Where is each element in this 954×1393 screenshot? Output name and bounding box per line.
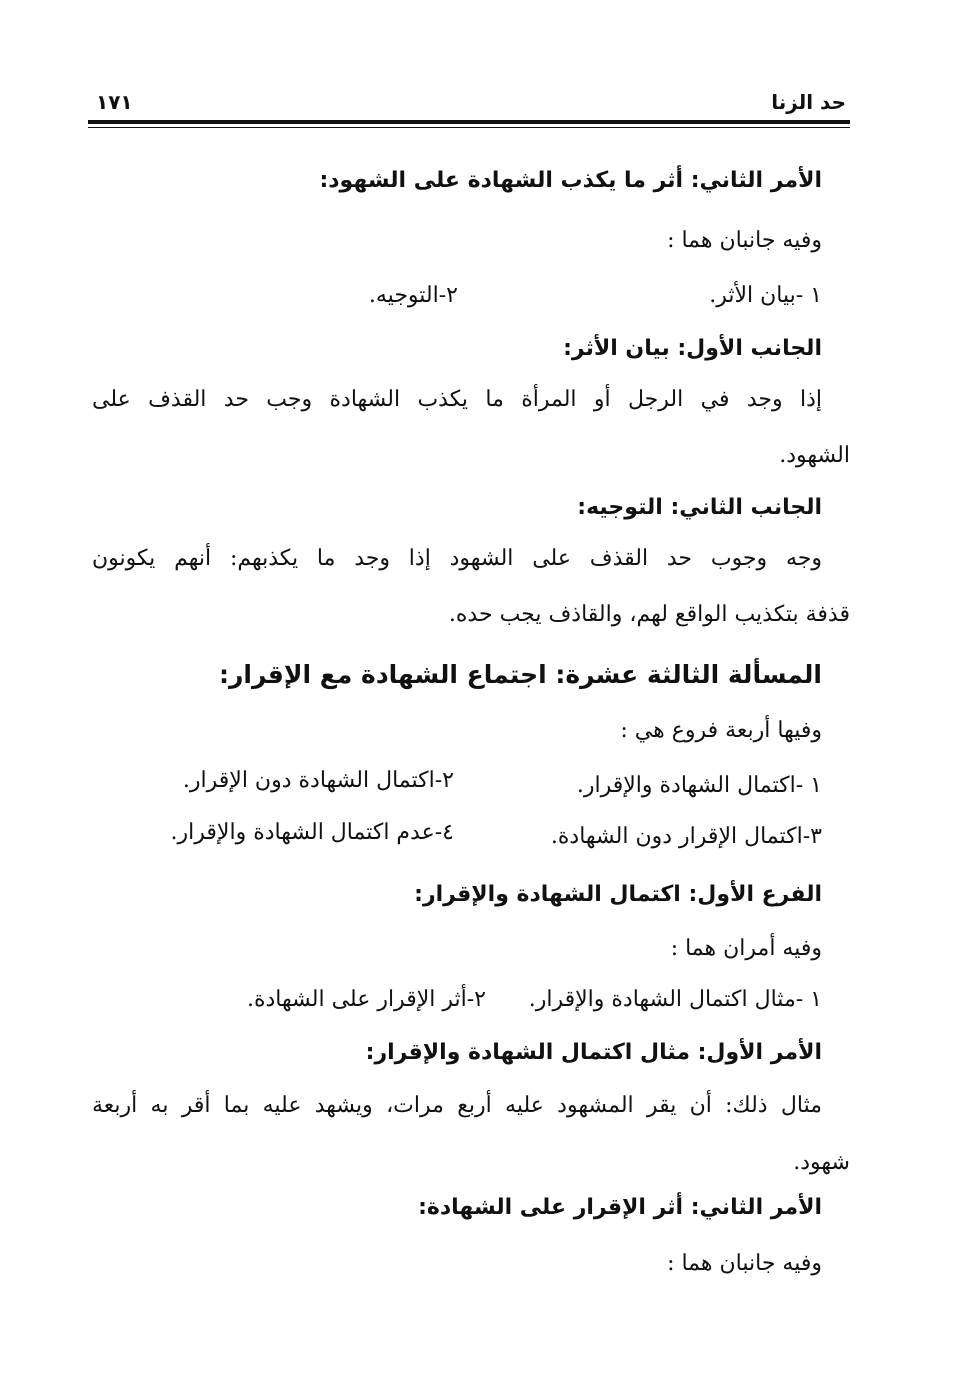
list-item: ٣-اكتمال الإقرار دون الشهادة. [550, 824, 822, 849]
paragraph-line: وفيه جانبان هما : [667, 1251, 822, 1276]
paragraph-line: الشهود. [779, 443, 850, 468]
list-item: ٢-التوجيه. [368, 283, 458, 308]
list-item: ١ -بيان الأثر. [709, 283, 822, 308]
paragraph-line: قذفة بتكذيب الواقع لهم، والقاذف يجب حده. [448, 602, 850, 627]
subsection-heading: الأمر الثاني: أثر الإقرار على الشهادة: [418, 1195, 822, 1220]
list-item: ٢-اكتمال الشهادة دون الإقرار. [182, 768, 454, 793]
list-item: ١ -مثال اكتمال الشهادة والإقرار. [528, 987, 822, 1012]
paragraph-line: وفيه أمران هما : [670, 936, 822, 961]
paragraph-line: وفيه جانبان هما : [667, 228, 822, 253]
paragraph-line: وفيها أربعة فروع هي : [620, 718, 822, 743]
header-rule-thick [88, 120, 850, 124]
paragraph-line: مثال ذلك: أن يقر المشهود عليه أربع مرات، ويشهد عليه بما أقر به أربعة [92, 1093, 822, 1118]
running-header-title: حد الزنا [771, 90, 846, 114]
subsection-heading: الجانب الثاني: التوجيه: [577, 495, 822, 520]
list-item: ٤-عدم اكتمال الشهادة والإقرار. [170, 820, 454, 845]
paragraph-line: إذا وجد في الرجل أو المرأة ما يكذب الشهادة وجب حد القذف على [92, 387, 822, 412]
subsection-heading: الأمر الأول: مثال اكتمال الشهادة والإقرار: [365, 1040, 822, 1065]
section-heading: الأمر الثاني: أثر ما يكذب الشهادة على الشهود: [319, 168, 822, 193]
page-number: ١٧١ [96, 90, 133, 114]
subsection-heading: الفرع الأول: اكتمال الشهادة والإقرار: [414, 882, 822, 907]
chapter-heading: المسألة الثالثة عشرة: اجتماع الشهادة مع الإقرار: [219, 660, 822, 689]
list-item: ١ -اكتمال الشهادة والإقرار. [576, 773, 822, 798]
paragraph-line: وجه وجوب حد القذف على الشهود إذا وجد ما يكذبهم: أنهم يكونون [92, 546, 822, 571]
list-item: ٢-أثر الإقرار على الشهادة. [246, 987, 486, 1012]
subsection-heading: الجانب الأول: بيان الأثر: [563, 336, 822, 361]
paragraph-line: شهود. [793, 1150, 850, 1175]
header-rule-thin [88, 127, 850, 128]
